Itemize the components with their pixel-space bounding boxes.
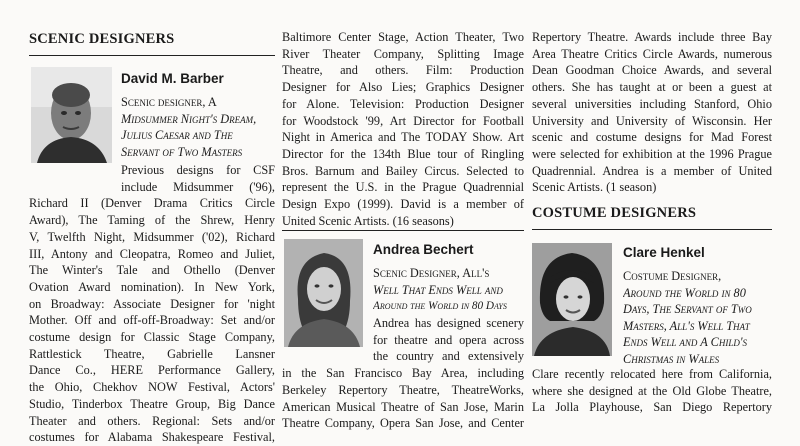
role-line: Well That Ends Well and bbox=[373, 282, 503, 297]
role-line: Ends Well and A Child's bbox=[623, 335, 747, 349]
clare-henkel-photo bbox=[532, 243, 612, 356]
bio-line: the Ohio, Chekhov NOW Festival, Actors' bbox=[29, 380, 275, 395]
entry-rule bbox=[282, 230, 524, 231]
bio-line: Director for the 134th Blue tour of Ringling bbox=[282, 146, 524, 161]
bio-line: scenic and costume designs for Mad Forest bbox=[532, 130, 772, 145]
bio-line: costume design for Classic Stage Company, bbox=[29, 330, 275, 345]
clare-henkel-name: Clare Henkel bbox=[623, 245, 705, 260]
role-line: Masters, All's Well That bbox=[623, 318, 750, 333]
role-line: Scenic designer, A bbox=[121, 95, 217, 109]
role-line: Scenic Designer, All's bbox=[373, 266, 490, 280]
bio-line: on Broadway: Associate Designer for 'night bbox=[29, 296, 275, 311]
role-line: Days, The Servant of Two bbox=[623, 302, 752, 316]
bio-line: for Alone. Television: Production Designer bbox=[282, 96, 524, 111]
bio-line: Ovation Award nomination). In New York, bbox=[29, 279, 275, 294]
bio-line: The Winter's Tale and Othello (Denver bbox=[29, 263, 275, 278]
bio-line: several universities including Stanford, Ohio bbox=[532, 96, 772, 111]
bio-line: Night in America and The TODAY Show. Art bbox=[282, 130, 524, 145]
bio-line: costumes for Alabama Shakespeare Festival, bbox=[29, 430, 275, 445]
bio-line: for theatre and opera across bbox=[373, 332, 524, 347]
bio-line: Design Expo (1999). David is a member of bbox=[282, 197, 524, 212]
bio-line: were selected for exhibition at the 1996 Prague bbox=[532, 146, 772, 161]
andrea-bechert-bio-continued bbox=[532, 29, 772, 196]
bio-line: V, Twelfth Night, Midsummer ('02), Richard bbox=[29, 229, 275, 244]
bio-line: Mother. Off and off-off-Broadway: Set and/or bbox=[29, 313, 275, 328]
bio-line: Previous designs for CSF bbox=[121, 163, 275, 177]
bio-line: others. She has taught at or been a guest at bbox=[532, 80, 772, 95]
scenic-designers-heading: SCENIC DESIGNERS bbox=[29, 31, 175, 47]
bio-line: Theatre Company, Opera San Jose, and Center bbox=[282, 416, 524, 431]
bio-line: Repertory Theatre. Awards include three Bay bbox=[532, 30, 772, 44]
bio-line: University and University of Wisconsin. Her bbox=[532, 113, 772, 128]
bio-line: represent the U.S. in the Prague Quadrennial bbox=[282, 180, 524, 195]
role-line: Midsummer Night's Dream, bbox=[121, 111, 257, 126]
david-barber-photo bbox=[31, 67, 112, 163]
role-line: Christmas in Wales bbox=[623, 351, 720, 366]
bio-line: Theater and others. Regional: Sets and/or bbox=[29, 413, 275, 428]
bio-line: where she designed at the Old Globe Theatre, bbox=[532, 383, 772, 398]
role-line: Around the World in 80 Days bbox=[373, 300, 507, 312]
bio-line: Richard II (Denver Drama Critics Circle bbox=[29, 196, 275, 211]
role-line: Julius Caesar and The bbox=[121, 128, 233, 142]
david-barber-bio-continued bbox=[282, 29, 524, 229]
bio-line: Berkeley Repertory Theatre, TheatreWorks, bbox=[282, 382, 524, 397]
bio-line: Designer for Also Lies; Graphics Designer bbox=[282, 80, 524, 95]
david-barber-bio bbox=[29, 162, 275, 446]
bio-line: in the San Francisco Bay Area, including bbox=[282, 366, 524, 381]
clare-henkel-role bbox=[623, 268, 773, 367]
bio-line: the country and extensively bbox=[373, 349, 524, 364]
bio-line: Quadrennial. Andrea is a member of United bbox=[532, 163, 772, 178]
bio-line: Scenic Artists. (1 season) bbox=[532, 180, 657, 195]
bio-line: Rattlestick Theatre, Gabrielle Lansner bbox=[29, 346, 275, 361]
david-barber-role bbox=[121, 94, 281, 160]
bio-line: La Jolla Playhouse, San Diego Repertory bbox=[532, 400, 772, 415]
bio-line: Baltimore Center Stage, Action Theater, Two bbox=[282, 30, 524, 44]
bio-line: Theatre, and others. Film: Production bbox=[282, 63, 524, 78]
role-line: Around the World in 80 bbox=[623, 285, 746, 300]
bio-line: Bros. Barnum and Bailey Circus. Selected to bbox=[282, 163, 524, 178]
bio-line: Dean Goodman Choice Awards, and several bbox=[532, 63, 772, 78]
bio-line: for Woodstock '99, Art Director for Football bbox=[282, 113, 524, 128]
section-rule bbox=[532, 229, 772, 230]
section-rule bbox=[29, 55, 275, 56]
andrea-bechert-bio bbox=[282, 315, 524, 432]
bio-line: Award), The Taming of the Shrew, Henry bbox=[29, 213, 275, 228]
david-barber-name: David M. Barber bbox=[121, 71, 224, 86]
bio-line: River Theater Company, Splitting Image bbox=[282, 46, 524, 61]
costume-designers-heading: COSTUME DESIGNERS bbox=[532, 205, 697, 221]
bio-line: III, Antony and Cleopatra, Romeo and Juliet, bbox=[29, 246, 275, 261]
bio-line: include Midsummer ('96), bbox=[121, 179, 275, 194]
andrea-bechert-role bbox=[373, 265, 525, 315]
role-line: Servant of Two Masters bbox=[121, 144, 243, 159]
bio-line: United Scenic Artists. (16 seasons) bbox=[282, 213, 454, 228]
bio-line: Dance Co., HERE Performance Gallery, bbox=[29, 363, 275, 378]
role-line: Costume Designer, bbox=[623, 269, 722, 283]
bio-line: American Musical Theatre of San Jose, Marin bbox=[282, 399, 524, 414]
bio-line: Area Theatre Critics Circle Awards, numerous bbox=[532, 46, 772, 61]
andrea-bechert-name: Andrea Bechert bbox=[373, 242, 474, 257]
bio-line: Clare recently relocated here from California, bbox=[532, 367, 772, 381]
bio-line: Andrea has designed scenery bbox=[373, 316, 524, 330]
clare-henkel-bio bbox=[532, 366, 772, 416]
bio-line: Studio, Tinderbox Theatre Group, Big Dance bbox=[29, 396, 275, 411]
